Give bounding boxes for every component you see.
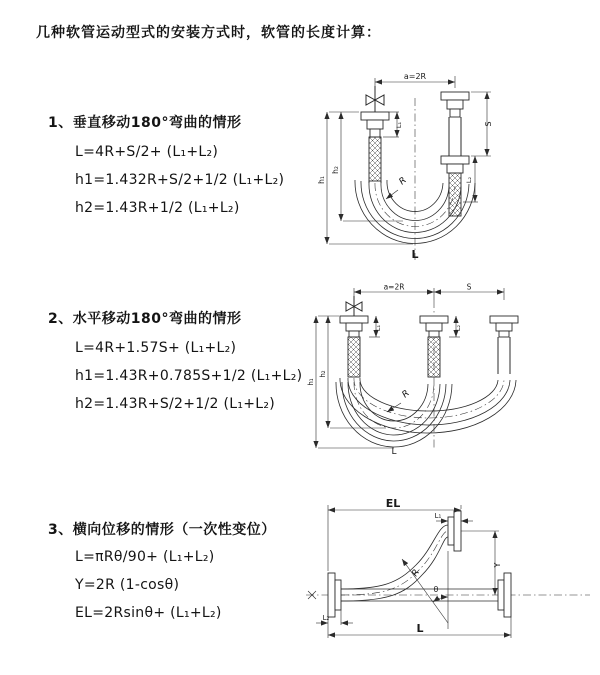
dimension-labels [323, 497, 502, 635]
section-3-formula-el: EL=2Rsinθ+ (L₁+L₂) [75, 605, 222, 621]
dim-label-length: L [411, 248, 419, 261]
dim-label-s: S [466, 282, 472, 292]
dim-label-theta: θ [433, 585, 439, 594]
diagram-lateral-displacement [298, 497, 598, 652]
section-2-formula-h1: h1=1.43R+0.785S+1/2 (L₁+L₂) [75, 368, 303, 384]
section-2-formula-l: L=4R+1.57S+ (L₁+L₂) [75, 340, 237, 356]
dim-label-h2: h₂ [331, 166, 340, 174]
left-end-fitting [361, 112, 389, 183]
angle-construction [402, 551, 448, 629]
dim-label-h1: h₁ [317, 176, 326, 184]
dim-label-span: a=2R [383, 282, 405, 292]
dim-label-length: L [416, 622, 424, 635]
section-1-formula-h1: h1=1.432R+S/2+1/2 (L₁+L₂) [75, 172, 285, 188]
page-title: 几种软管运动型式的安装方式时，软管的长度计算： [36, 25, 381, 41]
dim-label-h2: h₂ [319, 370, 327, 378]
section-3-formula-l: L=πRθ/90+ (L₁+L₂) [75, 549, 215, 565]
left-end-fitting [340, 316, 368, 377]
dim-label-span: a=2R [403, 72, 427, 81]
dim-label-l1: L₁ [395, 121, 403, 129]
dimension-labels [307, 283, 472, 458]
dim-label-length: L [391, 447, 397, 457]
section-1-formula-h2: h2=1.43R+1/2 (L₁+L₂) [75, 200, 240, 216]
dim-label-radius: R [397, 175, 409, 188]
dim-label-l2: L₂ [322, 614, 330, 622]
right-flange [498, 573, 511, 617]
dim-label-h1: h₁ [307, 378, 315, 386]
section-1-heading: 1、垂直移动180°弯曲的情形 [48, 115, 242, 131]
dim-label-l1: L₁ [374, 324, 382, 332]
hose-u-bend-deep [336, 382, 452, 447]
dim-label-el: EL [385, 497, 401, 510]
dim-label-l2: L₂ [465, 176, 473, 184]
diagram-horizontal-180-bend [306, 282, 598, 457]
curved-hose-position [341, 525, 448, 601]
upper-flange-displaced [448, 511, 461, 551]
section-2-formula-h2: h2=1.43R+S/2+1/2 (L₁+L₂) [75, 396, 276, 412]
left-flange [328, 573, 341, 617]
right-end-fitting-lower [441, 156, 469, 216]
section-1-formula-l: L=4R+S/2+ (L₁+L₂) [75, 144, 219, 160]
dim-label-radius: R [400, 388, 412, 401]
dim-label-s: S [484, 121, 493, 127]
middle-end-fitting [420, 316, 448, 377]
section-2-heading: 2、水平移动180°弯曲的情形 [48, 311, 242, 327]
dim-label-l2: L₂ [454, 324, 462, 332]
dim-label-radius: R [410, 567, 423, 579]
section-3-heading: 3、横向位移的情形（一次性变位） [48, 522, 276, 538]
section-3-formula-y: Y=2R (1-cosθ) [75, 577, 180, 593]
dim-label-y: Y [493, 562, 502, 568]
right-end-fitting-shifted [490, 316, 518, 374]
diagram-vertical-180-bend [315, 68, 590, 263]
dim-label-l1: L₁ [434, 512, 442, 520]
right-end-fitting-upper [441, 92, 469, 156]
